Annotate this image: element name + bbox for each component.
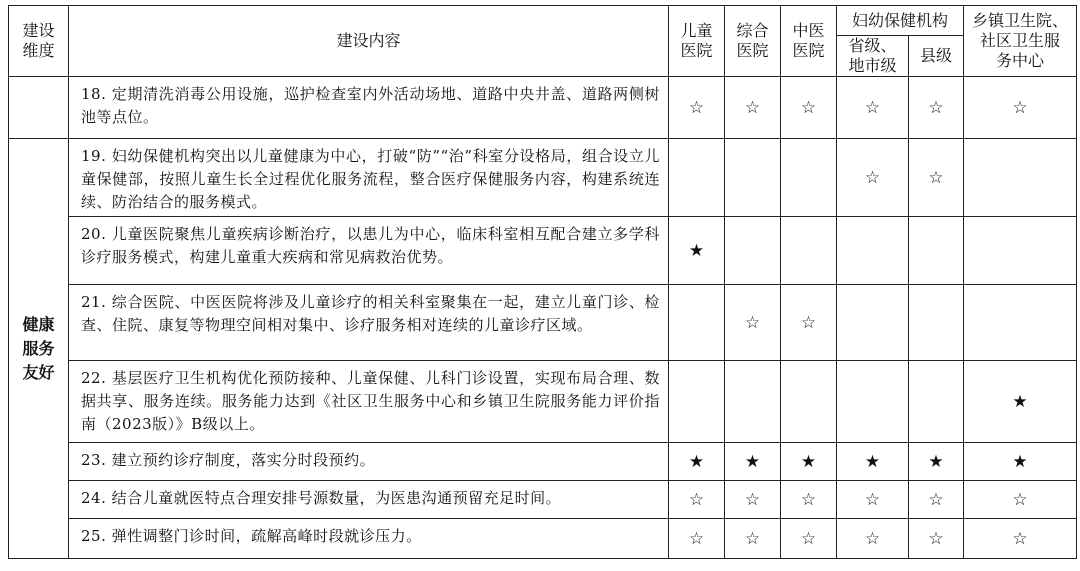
header-content: 建设内容 bbox=[69, 6, 669, 77]
empty-mark-cell bbox=[669, 139, 725, 217]
empty-mark-cell bbox=[781, 217, 837, 285]
content-cell: 22. 基层医疗卫生机构优化预防接种、儿童保健、儿科门诊设置，实现布局合理、数据共享、服务连续。服务能力达到《社区卫生服务中心和乡镇卫生院服务能力评价指南（2023版）》B级以上。 bbox=[69, 361, 669, 443]
construction-standards-table bbox=[8, 5, 1077, 559]
filled-star-icon: ★ bbox=[837, 443, 909, 481]
content-cell: 20. 儿童医院聚焦儿童疾病诊断治疗，以患儿为中心，临床科室相互配合建立多学科诊疗服务模式，构建儿童重大疾病和常见病救治优势。 bbox=[69, 217, 669, 285]
empty-mark-cell bbox=[781, 361, 837, 443]
content-cell: 25. 弹性调整门诊时间，疏解高峰时段就诊压力。 bbox=[69, 519, 669, 559]
empty-mark-cell bbox=[669, 361, 725, 443]
table-row bbox=[9, 481, 1077, 519]
content-cell: 19. 妇幼保健机构突出以儿童健康为中心，打破“防”“治”科室分设格局，组合设立儿童保健部，按照儿童生长全过程优化服务流程，整合医疗保健服务内容，构建系统连续、防治结合的服务模式。 bbox=[69, 139, 669, 217]
table-row bbox=[9, 443, 1077, 481]
hollow-star-icon: ☆ bbox=[669, 481, 725, 519]
hollow-star-icon: ☆ bbox=[725, 481, 781, 519]
empty-mark-cell bbox=[837, 217, 909, 285]
hollow-star-icon: ☆ bbox=[837, 77, 909, 139]
hollow-star-icon: ☆ bbox=[781, 519, 837, 559]
hollow-star-icon: ☆ bbox=[909, 481, 964, 519]
hollow-star-icon: ☆ bbox=[837, 519, 909, 559]
empty-mark-cell bbox=[909, 361, 964, 443]
hollow-star-icon: ☆ bbox=[964, 519, 1077, 559]
table-row bbox=[9, 519, 1077, 559]
content-cell: 18. 定期清洗消毒公用设施，巡护检查室内外活动场地、道路中央井盖、道路两侧树池等点位。 bbox=[69, 77, 669, 139]
dimension-empty-cell bbox=[9, 77, 69, 139]
hollow-star-icon: ☆ bbox=[781, 285, 837, 361]
hollow-star-icon: ☆ bbox=[909, 139, 964, 217]
empty-mark-cell bbox=[781, 139, 837, 217]
empty-mark-cell bbox=[725, 361, 781, 443]
header-dimension: 建设 维度 bbox=[9, 6, 69, 77]
hollow-star-icon: ☆ bbox=[964, 481, 1077, 519]
empty-mark-cell bbox=[725, 217, 781, 285]
content-cell: 21. 综合医院、中医医院将涉及儿童诊疗的相关科室聚集在一起，建立儿童门诊、检查、住院、康复等物理空间相对集中、诊疗服务相对连续的儿童诊疗区域。 bbox=[69, 285, 669, 361]
header-mch-group: 妇幼保健机构 bbox=[837, 6, 964, 36]
header-general-hospital: 综合 医院 bbox=[725, 6, 781, 77]
empty-mark-cell bbox=[964, 139, 1077, 217]
hollow-star-icon: ☆ bbox=[669, 519, 725, 559]
table-row bbox=[9, 361, 1077, 443]
empty-mark-cell bbox=[909, 285, 964, 361]
hollow-star-icon: ☆ bbox=[837, 139, 909, 217]
hollow-star-icon: ☆ bbox=[909, 77, 964, 139]
hollow-star-icon: ☆ bbox=[781, 481, 837, 519]
filled-star-icon: ★ bbox=[909, 443, 964, 481]
empty-mark-cell bbox=[909, 217, 964, 285]
hollow-star-icon: ☆ bbox=[837, 481, 909, 519]
filled-star-icon: ★ bbox=[964, 443, 1077, 481]
header-tcm-hospital: 中医 医院 bbox=[781, 6, 837, 77]
empty-mark-cell bbox=[964, 285, 1077, 361]
empty-mark-cell bbox=[669, 285, 725, 361]
empty-mark-cell bbox=[837, 285, 909, 361]
table-row bbox=[9, 285, 1077, 361]
table-row bbox=[9, 139, 1077, 217]
filled-star-icon: ★ bbox=[964, 361, 1077, 443]
hollow-star-icon: ☆ bbox=[725, 285, 781, 361]
empty-mark-cell bbox=[837, 361, 909, 443]
empty-mark-cell bbox=[964, 217, 1077, 285]
table-row bbox=[9, 217, 1077, 285]
header-primary-care: 乡镇卫生院、 社区卫生服 务中心 bbox=[964, 6, 1077, 77]
hollow-star-icon: ☆ bbox=[909, 519, 964, 559]
header-mch-county: 县级 bbox=[909, 36, 964, 77]
filled-star-icon: ★ bbox=[669, 443, 725, 481]
hollow-star-icon: ☆ bbox=[725, 77, 781, 139]
hollow-star-icon: ☆ bbox=[964, 77, 1077, 139]
content-cell: 24. 结合儿童就医特点合理安排号源数量，为医患沟通预留充足时间。 bbox=[69, 481, 669, 519]
header-children-hospital: 儿童 医院 bbox=[669, 6, 725, 77]
content-cell: 23. 建立预约诊疗制度，落实分时段预约。 bbox=[69, 443, 669, 481]
filled-star-icon: ★ bbox=[669, 217, 725, 285]
filled-star-icon: ★ bbox=[781, 443, 837, 481]
hollow-star-icon: ☆ bbox=[725, 519, 781, 559]
filled-star-icon: ★ bbox=[725, 443, 781, 481]
table-row bbox=[9, 77, 1077, 139]
dimension-label: 健康 服务 友好 bbox=[9, 139, 69, 559]
empty-mark-cell bbox=[725, 139, 781, 217]
hollow-star-icon: ☆ bbox=[781, 77, 837, 139]
header-mch-provincial: 省级、 地市级 bbox=[837, 36, 909, 77]
hollow-star-icon: ☆ bbox=[669, 77, 725, 139]
